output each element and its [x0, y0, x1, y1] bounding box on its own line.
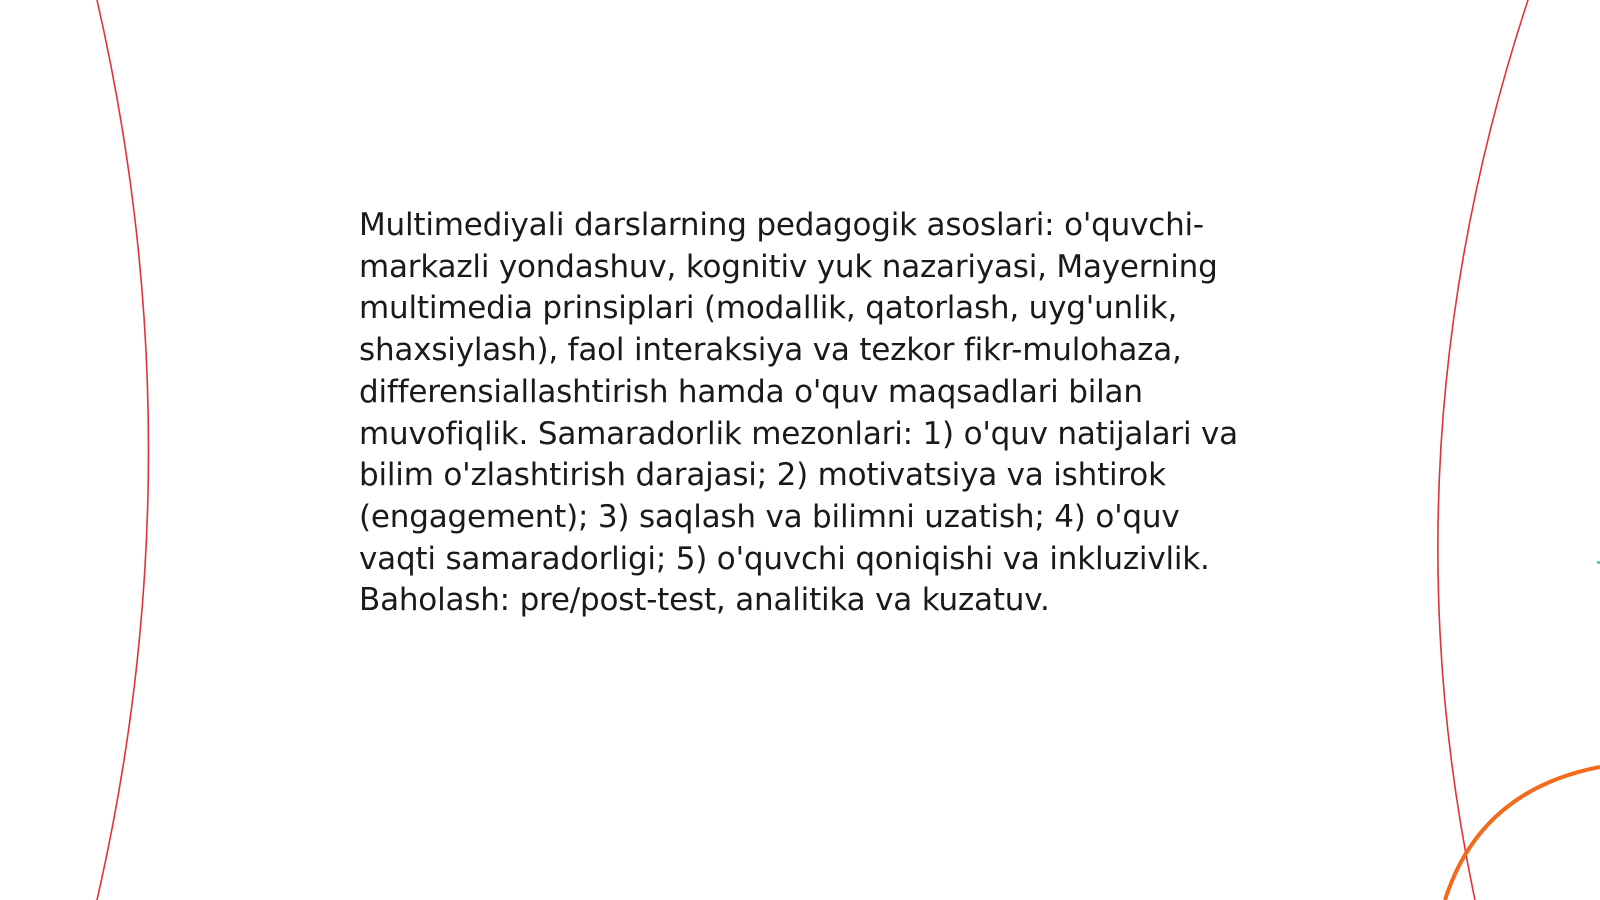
right-arc	[1438, 0, 1528, 900]
slide-body-text: Multimediyali darslarning pedagogik asoslari: o'quvchi-markazli yondashuv, kognitiv yuk nazariyasi, Mayerning multimedia prinsiplari (modallik, qatorlash, uyg'unlik, shaxsiylash), faol interaksiya va tezkor fikr-mulohaza, differensiallashtirish hamda o'quv maqsadlari bilan muvofiqlik. Samaradorlik mezonlari: 1) o'quv natijalari va bilim o'zlashtirish darajasi; 2) motivatsiya va ishtirok (engagement); 3) saqlash va bilimni uzatish; 4) o'quv vaqti samaradorligi; 5) o'quvchi qoniqishi va inkluzivlik. Baholash: pre/post-test, analitika va kuzatuv.	[359, 207, 1238, 619]
orange-arc	[1445, 767, 1600, 900]
left-arc	[97, 0, 149, 900]
